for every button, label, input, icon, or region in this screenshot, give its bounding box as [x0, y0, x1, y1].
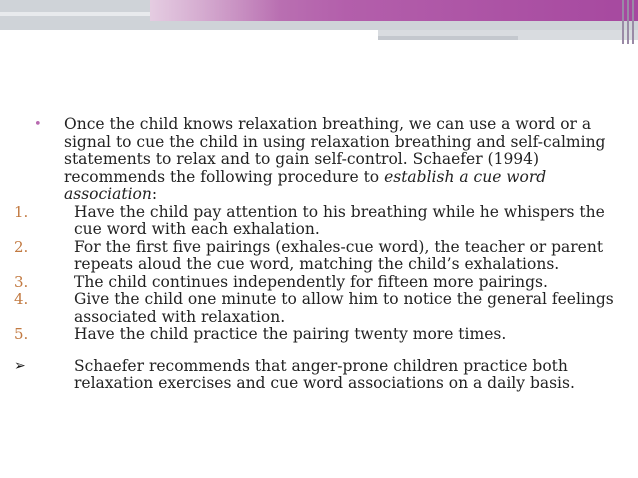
- list-number: 4.: [14, 290, 29, 308]
- list-number: 3.: [14, 272, 29, 291]
- list-item-text: For the first five pairings (exhales-cue word), the teacher or parent repeats aloud the cue word, matching the child’s exhalations.: [74, 237, 604, 273]
- list-item-text: Give the child one minute to allow him to notice the general feelings associated with relaxation.: [74, 290, 614, 326]
- header-banner: [0, 0, 638, 44]
- arrow-bullet-icon: ➢: [14, 357, 26, 374]
- banner-edge-line: [632, 0, 634, 44]
- list-number: 1.: [14, 202, 29, 221]
- banner-lower-grey-stripe: [378, 36, 518, 40]
- spacer: [14, 344, 614, 358]
- recommendation-item: [14, 358, 614, 393]
- bullet-marker: •: [34, 117, 42, 132]
- slide-body: [14, 116, 614, 393]
- intro-text: [64, 116, 614, 204]
- recommendation-text: Schaefer recommends that anger-prone children practice both relaxation exercises and cue word associations on a daily basis.: [74, 356, 575, 392]
- list-item-text: The child continues independently for fifteen more pairings.: [74, 272, 548, 291]
- intro-text-emphasis: establish a cue word association: [64, 167, 547, 203]
- banner-edge-line: [627, 0, 629, 44]
- list-item-text: Have the child pay attention to his breathing while he whispers the cue word with each exhalation.: [74, 202, 605, 238]
- list-number: 5.: [14, 325, 29, 343]
- list-item-text: Have the child practice the pairing twenty more times.: [74, 325, 507, 343]
- intro-text-plain: Once the child knows relaxation breathing, we can use a word or a signal to cue the child in using relaxation breathing and self-calming statements to relax and to gain self-control. Schaefer (1994) recommends the following procedure to: [64, 115, 606, 186]
- intro-text-colon: :: [151, 185, 158, 203]
- list-number: 2.: [14, 237, 29, 256]
- list-item: [14, 204, 614, 239]
- list-item: [14, 326, 614, 344]
- list-item: [14, 291, 614, 326]
- list-item: [14, 239, 614, 274]
- banner-edge-line: [622, 0, 624, 44]
- banner-magenta-highlight: [150, 0, 280, 21]
- intro-paragraph: [14, 116, 614, 204]
- list-item: [14, 274, 614, 292]
